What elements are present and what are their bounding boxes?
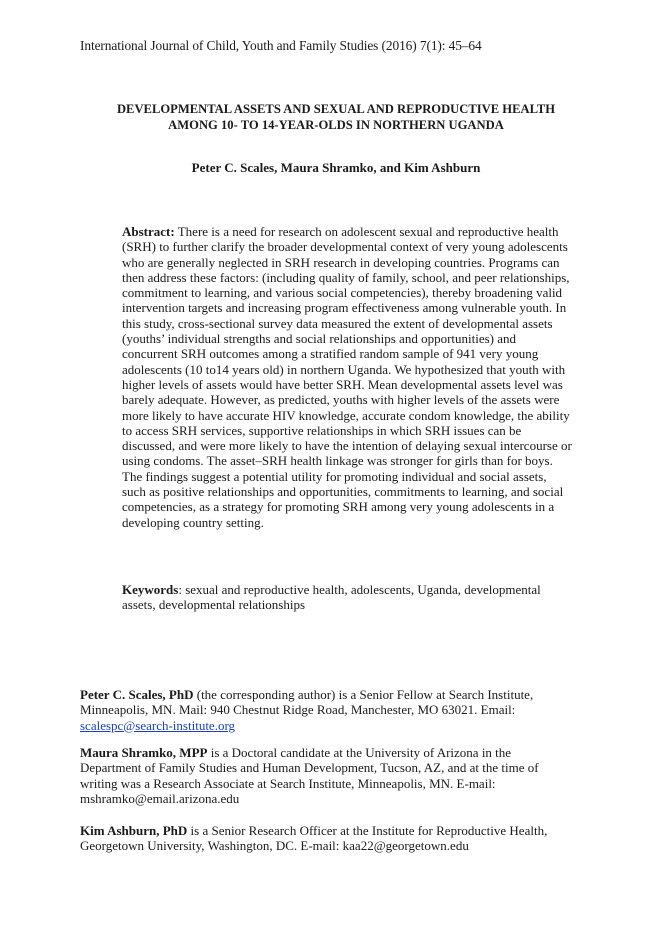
abstract-line: barely adequate. However, as predicted, youths with higher levels of the assets were bbox=[122, 392, 560, 408]
bio-line bbox=[80, 718, 620, 733]
title-line-1: DEVELOPMENTAL ASSETS AND SEXUAL AND REPRODUCTIVE HEALTH bbox=[116, 102, 556, 116]
abstract-line: who are generally neglected in SRH research in developing countries. Programs can bbox=[122, 254, 560, 270]
abstract-line: commitment to learning, and various social competencies), thereby broadening valid bbox=[122, 285, 563, 301]
abstract-line: this study, cross-sectional survey data measured the extent of developmental assets bbox=[122, 315, 553, 331]
abstract-line: Abstract: There is a need for research on adolescent sexual and reproductive health bbox=[122, 224, 559, 239]
keywords-label: Keywords bbox=[122, 582, 179, 597]
keywords bbox=[122, 582, 602, 613]
bio-line: mshramko@email.arizona.edu bbox=[80, 790, 240, 806]
bio-line: writing was a Research Associate at Search Institute, Minneapolis, MN. E-mail: bbox=[80, 775, 496, 791]
abstract-line: such as positive relationships and opportunities, commitments to learning, and social bbox=[122, 484, 564, 500]
author-list: Peter C. Scales, Maura Shramko, and Kim Ashburn bbox=[191, 160, 481, 175]
abstract-line: adolescents (10 to14 years old) in northern Uganda. We hypothesized that youth with bbox=[122, 361, 566, 377]
abstract-line: to access SRH services, supportive relationships in which SRH issues can be bbox=[122, 422, 522, 438]
abstract-line: discussed, and were more likely to have the intention of delaying sexual intercourse or bbox=[122, 438, 572, 454]
bio-line: Minneapolis, MN. Mail: 940 Chestnut Ridge Road, Manchester, MO 63021. Email: bbox=[80, 702, 516, 718]
journal-citation: International Journal of Child, Youth and Family Studies (2016) 7(1): 45–64 bbox=[80, 38, 482, 53]
bio-name: Kim Ashburn, PhD bbox=[80, 823, 188, 838]
author-bio-ashburn bbox=[80, 823, 620, 854]
bio-line: Maura Shramko, MPP is a Doctoral candidate at the University of Arizona in the bbox=[80, 745, 512, 760]
bio-name: Peter C. Scales, PhD bbox=[80, 687, 194, 702]
abstract-line: concurrent SRH outcomes among a stratified random sample of 941 very young bbox=[122, 346, 539, 362]
keywords-line: assets, developmental relationships bbox=[122, 597, 306, 613]
title-line-2: AMONG 10- TO 14-YEAR-OLDS IN NORTHERN UGANDA bbox=[168, 118, 504, 132]
bio-name: Maura Shramko, MPP bbox=[80, 745, 208, 760]
abstract-line: then address these factors: (including quality of family, school, and peer relationships, bbox=[122, 269, 570, 285]
abstract-line: using condoms. The asset–SRH health linkage was stronger for girls than for boys. bbox=[122, 453, 553, 469]
bio-line: Peter C. Scales, PhD (the corresponding author) is a Senior Fellow at Search Institute, bbox=[80, 687, 534, 702]
article-title bbox=[60, 101, 612, 133]
abstract bbox=[122, 224, 602, 530]
abstract-line: developing country setting. bbox=[122, 514, 264, 530]
abstract-line: (youths’ individual strengths and social relationships and opportunities) and bbox=[122, 331, 517, 347]
bio-line: Department of Family Studies and Human Development, Tucson, AZ, and at the time of bbox=[80, 760, 539, 776]
abstract-line: competencies, as a strategy for promoting SRH among very young adolescents in a bbox=[122, 499, 555, 515]
bio-line: Kim Ashburn, PhD is a Senior Research Officer at the Institute for Reproductive Health, bbox=[80, 823, 548, 838]
abstract-line: more likely to have accurate HIV knowledge, accurate condom knowledge, the ability bbox=[122, 407, 570, 423]
bio-line: Georgetown University, Washington, DC. E-mail: kaa22@georgetown.edu bbox=[80, 838, 469, 854]
abstract-line: (SRH) to further clarify the broader developmental context of very young adolescents bbox=[122, 239, 568, 255]
author-bio-scales bbox=[80, 687, 620, 733]
abstract-line: intervention targets and increasing program effectiveness among vulnerable youth. In bbox=[122, 300, 567, 316]
abstract-line: higher levels of assets would have better SRH. Mean developmental assets level was bbox=[122, 376, 563, 392]
abstract-line: The findings suggest a potential utility for promoting individual and social assets, bbox=[122, 468, 547, 484]
author-bio-shramko bbox=[80, 745, 620, 806]
email-link[interactable]: scalespc@search-institute.org bbox=[80, 717, 236, 733]
abstract-label: Abstract: bbox=[122, 224, 175, 239]
keywords-line: Keywords: sexual and reproductive health, adolescents, Uganda, developmental bbox=[122, 582, 541, 597]
